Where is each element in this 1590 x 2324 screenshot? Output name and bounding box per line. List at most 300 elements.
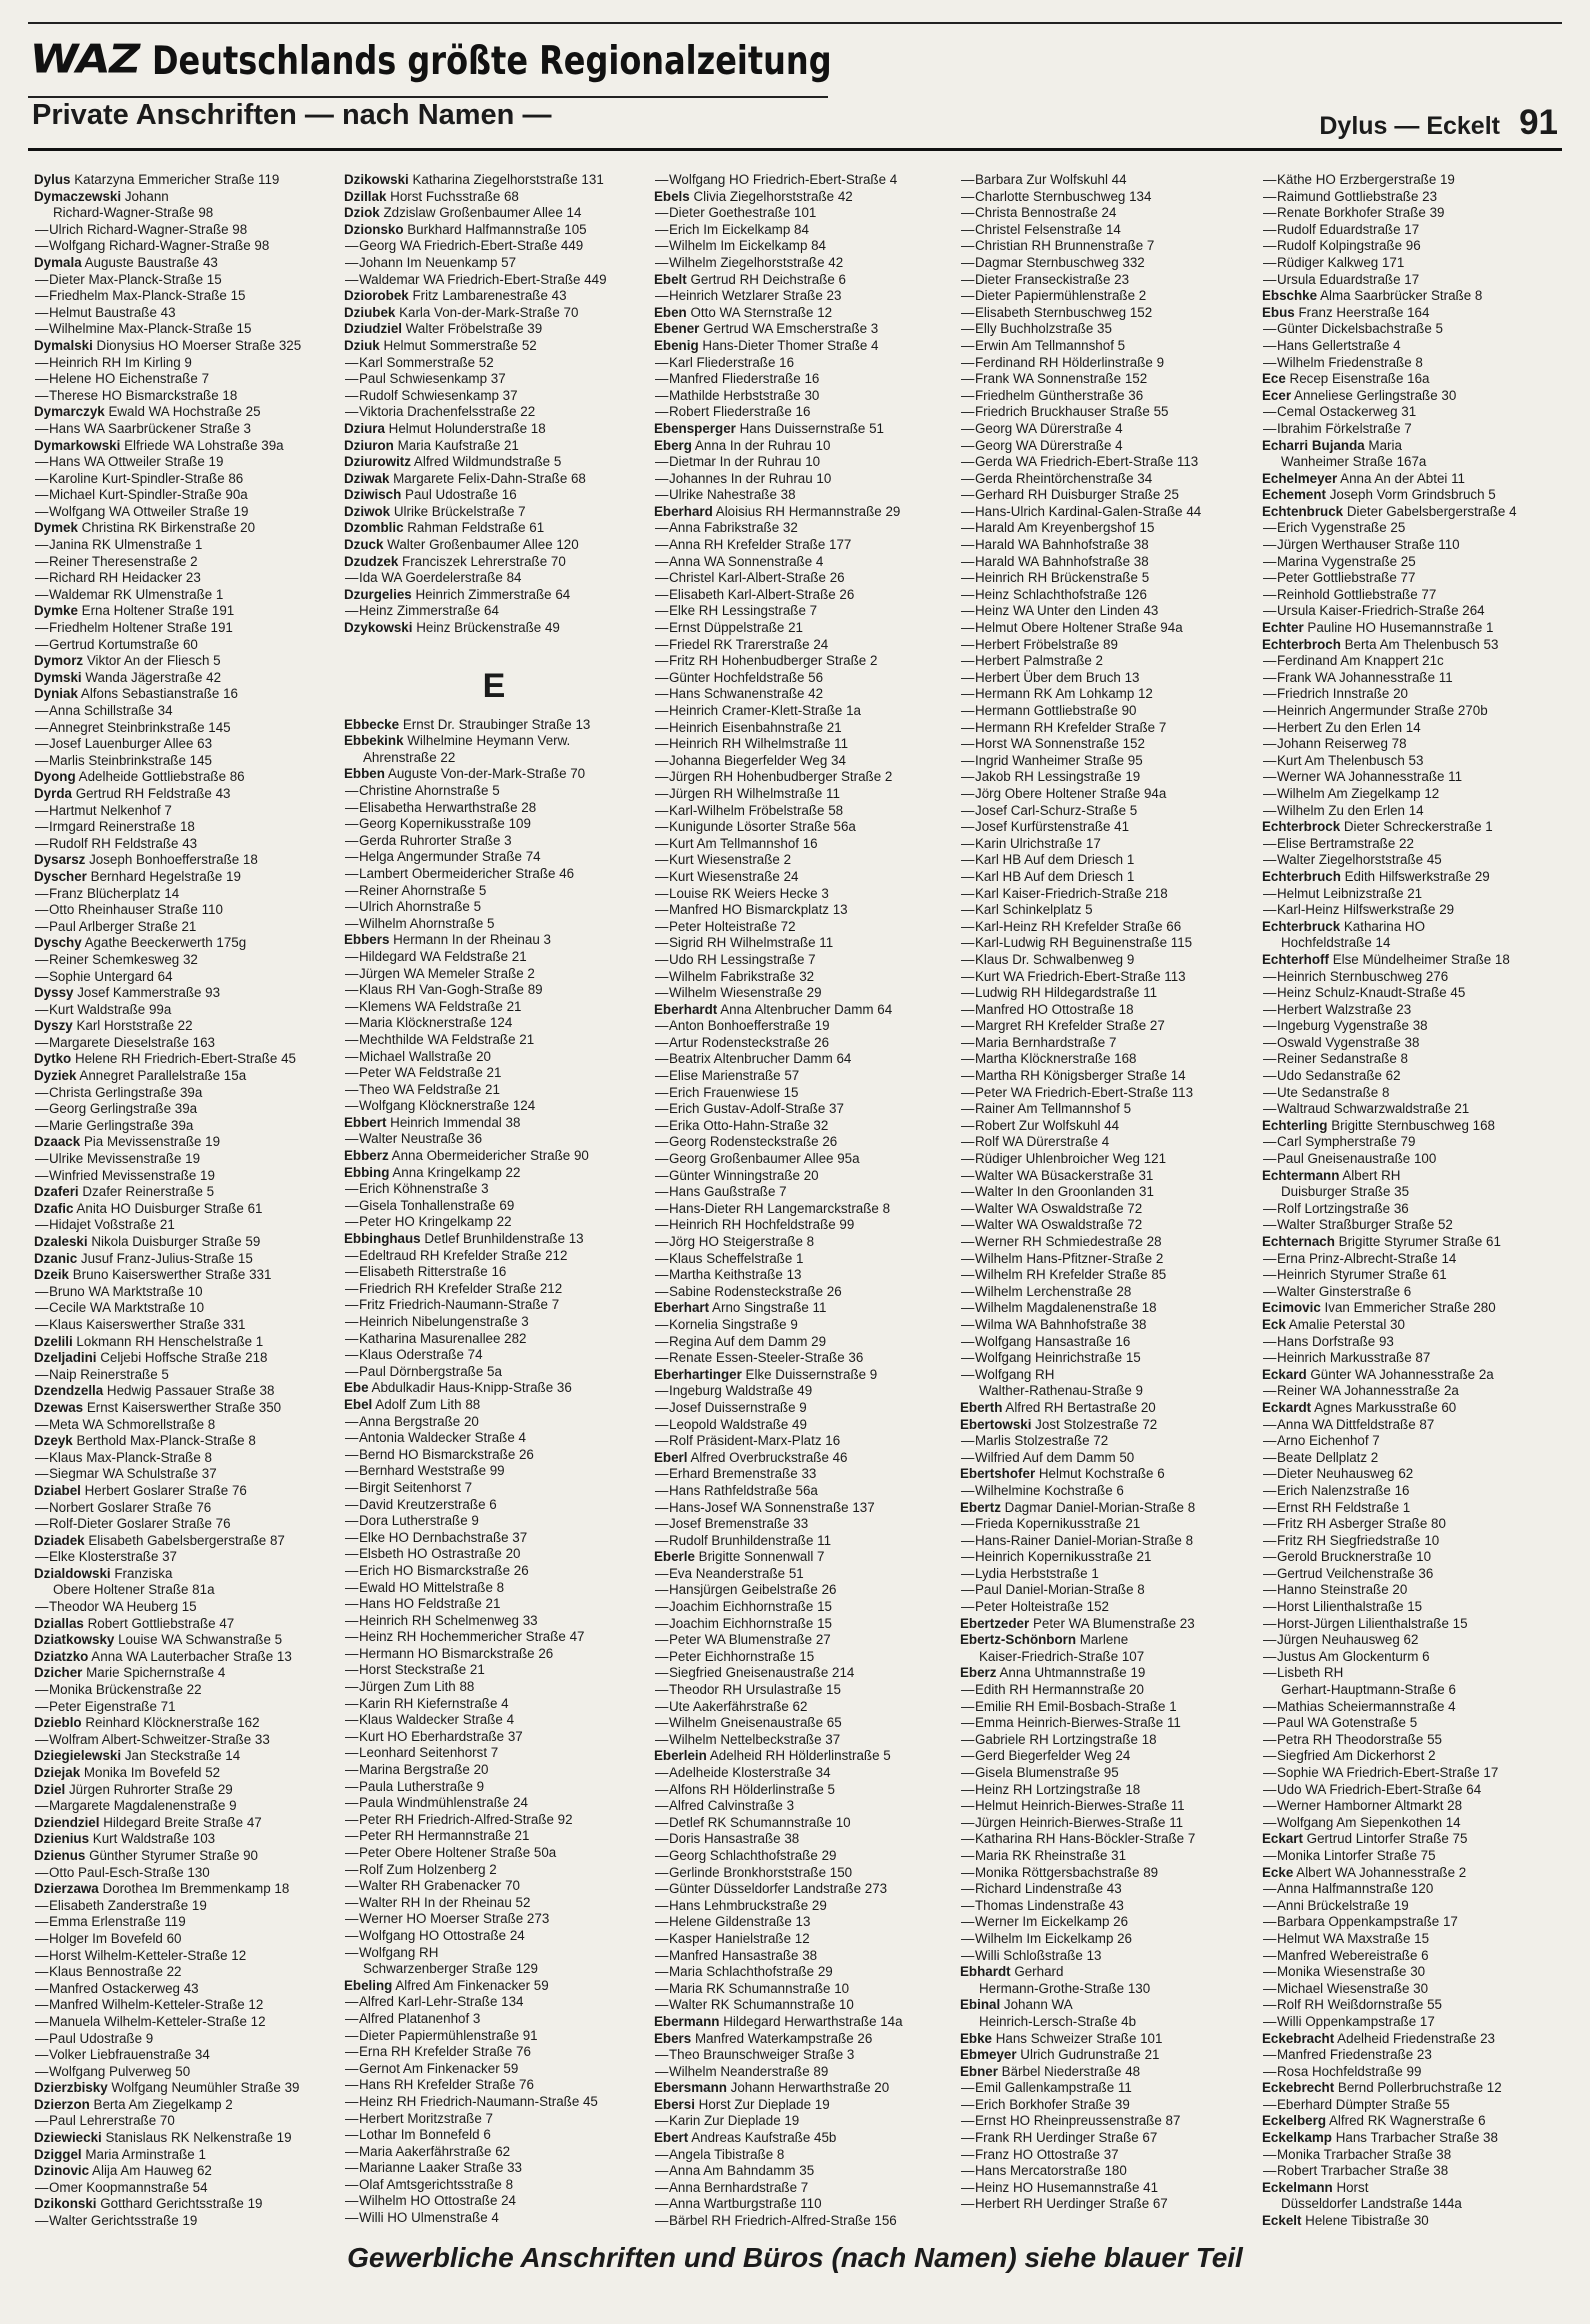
entry-text: Franz HO Ottostraße 37 (975, 2146, 1119, 2162)
top-rule (28, 22, 1562, 24)
dash-marker: — (1263, 669, 1277, 685)
dash-marker: — (655, 553, 669, 569)
entry-text: Lisbeth RH (1277, 1665, 1344, 1681)
entry-text: Horst (1332, 2179, 1369, 2195)
entry-text: Amalie Peterstal 30 (1285, 1316, 1405, 1332)
entry-text: Paul WA Gotenstraße 5 (1277, 1715, 1418, 1731)
entry-text: Ursula Kaiser-Friedrich-Straße 264 (1277, 603, 1485, 619)
listing-entry (654, 1201, 954, 1218)
dash-marker: — (655, 586, 669, 602)
entry-text: Peter Eigenstraße 71 (49, 1698, 176, 1714)
dash-marker: — (1263, 653, 1277, 669)
entry-text: Karl-Ludwig RH Beguinenstraße 115 (975, 935, 1193, 951)
dash-marker: — (961, 304, 975, 320)
dash-marker: — (961, 1516, 975, 1532)
listing-entry (654, 1002, 954, 1019)
entry-text: Gerhard (1010, 1964, 1064, 1980)
dash-marker: — (35, 736, 49, 752)
entry-text: Monika Im Bovefeld 52 (80, 1765, 221, 1780)
dash-marker: — (35, 1980, 49, 1996)
dash-marker: — (1263, 1565, 1277, 1581)
entry-text: Werner WA Johannesstraße 11 (1277, 769, 1463, 785)
dash-marker: — (345, 254, 359, 270)
entry-text: Wolfgang Heinrichstraße 15 (975, 1350, 1141, 1366)
entry-text: Ulrich Richard-Wagner-Straße 98 (49, 221, 248, 237)
entry-text: Hans-Ulrich Kardinal-Galen-Straße 44 (975, 503, 1202, 519)
listing-entry (34, 653, 334, 670)
entry-text: Peter WA Blumenstraße 23 (1029, 1615, 1195, 1631)
listing-entry (34, 1815, 334, 1832)
family-name: Eckardt (1262, 1399, 1312, 1415)
dash-marker: — (35, 1001, 49, 1017)
listing-entry (654, 288, 954, 305)
dash-marker: — (655, 686, 669, 702)
entry-text: Walter Gerichtsstraße 19 (49, 2213, 198, 2229)
listing-entry (960, 1234, 1260, 1251)
dash-marker: — (35, 1731, 49, 1747)
dash-marker: — (1263, 1582, 1277, 1598)
listing-entry (960, 1251, 1260, 1268)
family-name: Dymarczyk (34, 404, 105, 420)
entry-text: Regina Auf dem Damm 29 (669, 1333, 827, 1349)
listing-entry (960, 803, 1260, 820)
listing-entry (34, 753, 334, 770)
dash-marker: — (655, 902, 669, 918)
entry-text: Klaus Waldecker Straße 4 (359, 1712, 515, 1728)
listing-entry (1262, 321, 1562, 338)
listing-entry (960, 2047, 1260, 2064)
listing-entry (654, 1881, 954, 1898)
entry-text: Rolf Zum Holzenberg 2 (359, 1861, 497, 1877)
listing-entry (654, 438, 954, 455)
family-name: Dyziek (34, 1068, 77, 1084)
listing-entry (34, 1035, 334, 1052)
entry-text: Pia Mevissenstraße 19 (80, 1134, 221, 1150)
dash-marker: — (655, 1234, 669, 1249)
listing-entry (344, 1596, 644, 1613)
listing-entry (654, 2147, 954, 2164)
listing-entry (34, 1748, 334, 1765)
family-name: Dzaleski (34, 1234, 88, 1249)
listing-entry (1262, 1798, 1562, 1815)
listing-entry (960, 1931, 1260, 1948)
listing-entry (1262, 1284, 1562, 1301)
listing-entry (1262, 1018, 1562, 1035)
entry-text: Frank WA Sonnenstraße 152 (975, 371, 1148, 387)
dash-marker: — (655, 1930, 669, 1946)
dash-marker: — (35, 620, 49, 636)
entry-text: Wolfgang Neumühler Straße 39 (107, 2080, 300, 2096)
entry-text: Walter Ginsterstraße 6 (1277, 1283, 1412, 1299)
listing-entry (960, 520, 1260, 537)
listing-entry (344, 1911, 644, 1928)
listing-entry (34, 255, 334, 272)
family-name: Ebbers (344, 932, 390, 948)
listing-entry (960, 1184, 1260, 1201)
dash-marker: — (655, 1997, 669, 2013)
dash-marker: — (345, 1031, 359, 1047)
listing-entry (1262, 1466, 1562, 1483)
dash-marker: — (345, 1695, 359, 1711)
entry-text: Peter WA Feldstraße 21 (359, 1065, 502, 1081)
listing-entry (1262, 1367, 1562, 1384)
family-name: Ebbinghaus (344, 1231, 421, 1247)
entry-text: Wilhelm Hans-Pfitzner-Straße 2 (975, 1250, 1164, 1266)
listing-entry (960, 985, 1260, 1002)
listing-entry (1262, 1417, 1562, 1434)
listing-entry (960, 1466, 1260, 1483)
listing-entry (344, 1828, 644, 1845)
listing-entry (654, 1251, 954, 1268)
family-name: Ebhardt (960, 1964, 1011, 1980)
listing-entry (654, 471, 954, 488)
listing-entry (654, 803, 954, 820)
listing-entry (34, 1101, 334, 1118)
listing-entry (34, 919, 334, 936)
listing-entry (1262, 1317, 1562, 1334)
dash-marker: — (961, 1881, 975, 1897)
entry-text: Gerda Rheintörchenstraße 34 (975, 470, 1153, 486)
entry-text: Elisabeth Gabelsbergerstraße 87 (84, 1532, 285, 1548)
family-name: Dzudzek (344, 553, 399, 569)
dash-marker: — (35, 1964, 49, 1980)
listing-entry (344, 471, 644, 488)
dash-marker: — (345, 1662, 359, 1678)
entry-text: Hans Mercatorstraße 180 (975, 2163, 1127, 2179)
family-name: Dzomblic (344, 520, 404, 536)
listing-entry (654, 1964, 954, 1981)
listing-entry (654, 1782, 954, 1799)
entry-text: Heinz RH Friedrich-Naumann-Straße 45 (359, 2093, 598, 2109)
dash-marker: — (961, 1582, 975, 1598)
dash-marker: — (35, 636, 49, 652)
entry-text: Wilhelmine Kochstraße 6 (975, 1482, 1124, 1498)
entry-text: Kurt Wiesenstraße 24 (669, 868, 799, 884)
entry-text: Robert Gottliebstraße 47 (83, 1615, 235, 1631)
dash-marker: — (655, 703, 669, 718)
listing-entry (344, 620, 644, 637)
dash-marker: — (1263, 1964, 1277, 1980)
entry-text: Sophie WA Friedrich-Ebert-Straße 17 (1277, 1765, 1499, 1780)
listing-entry (960, 670, 1260, 687)
entry-text: Anni Brückelstraße 19 (1277, 1897, 1409, 1913)
listing-entry (654, 554, 954, 571)
entry-text: Anna Halfmannstraße 120 (1277, 1881, 1434, 1897)
listing-column-3 (654, 172, 954, 2229)
dash-marker: — (1263, 1449, 1277, 1465)
entry-text: Wilfried Auf dem Damm 50 (975, 1449, 1135, 1465)
entry-text: Rüdiger Uhlenbroicher Weg 121 (975, 1151, 1167, 1167)
listing-entry (960, 1516, 1260, 1533)
entry-text: Wilhelm Ziegelhorststraße 42 (669, 254, 844, 270)
listing-entry (960, 454, 1260, 471)
dash-marker: — (961, 1798, 975, 1814)
dash-marker: — (1263, 885, 1277, 901)
entry-text: Wolfgang Richard-Wagner-Straße 98 (49, 238, 270, 254)
entry-text: Siegfried Am Dickerhorst 2 (1277, 1748, 1436, 1764)
entry-text: Herbert Walzstraße 23 (1277, 1001, 1412, 1017)
listing-entry (344, 1281, 644, 1298)
dash-marker: — (1263, 1433, 1277, 1449)
listing-entry (344, 1397, 644, 1414)
entry-text: Fritz RH Asberger Straße 80 (1277, 1516, 1446, 1532)
listing-entry (1262, 222, 1562, 239)
entry-text: Ahrenstraße 22 (363, 749, 456, 765)
listing-entry (34, 935, 334, 952)
dash-marker: — (345, 1712, 359, 1728)
entry-text: Naip Reinerstraße 5 (49, 1366, 169, 1382)
dash-marker: — (961, 2113, 975, 2129)
family-name: Ebenig (654, 337, 699, 353)
dash-marker: — (345, 1197, 359, 1213)
dash-marker: — (961, 752, 975, 768)
dash-marker: — (345, 404, 359, 420)
listing-entry (960, 1914, 1260, 1931)
listing-entry (1262, 603, 1562, 620)
entry-text: Georg WA Friedrich-Ebert-Straße 449 (359, 238, 584, 254)
family-name: Dzierzawa (34, 1881, 99, 1897)
dash-marker: — (655, 1283, 669, 1299)
entry-text: Monika Wiesenstraße 30 (1277, 1964, 1426, 1980)
entry-text: Friedrich Innstraße 20 (1277, 686, 1408, 702)
entry-text: Marlis Steinbrinkstraße 145 (49, 752, 212, 768)
listing-entry (654, 1118, 954, 1135)
dash-marker: — (961, 1283, 975, 1299)
listing-entry (654, 603, 954, 620)
entry-text: Erich HO Bismarckstraße 26 (359, 1562, 529, 1578)
listing-entry (34, 1715, 334, 1732)
listing-entry (1262, 952, 1562, 969)
entry-text: Gertrud RH Feldstraße 43 (71, 785, 231, 801)
dash-marker: — (961, 2146, 975, 2162)
listing-entry (34, 1914, 334, 1931)
entry-text: Ulrike Nahestraße 38 (669, 487, 796, 503)
entry-text: Willi Oppenkampstraße 17 (1277, 2013, 1435, 2029)
entry-text: Bernhard Hegelstraße 19 (86, 868, 241, 884)
dash-marker: — (1263, 1333, 1277, 1349)
listing-entry (34, 1964, 334, 1981)
entry-text: Marianne Laaker Straße 33 (359, 2160, 523, 2176)
dash-marker: — (655, 885, 669, 901)
entry-text: Berta Am Ziegelkamp 2 (89, 2096, 233, 2112)
entry-text: Manfred Wilhelm-Ketteler-Straße 12 (49, 1997, 264, 2013)
dash-marker: — (961, 221, 975, 237)
dash-marker: — (35, 1300, 49, 1316)
entry-text: Alfred Karl-Lehr-Straße 134 (359, 1994, 524, 2010)
dash-marker: — (35, 537, 49, 553)
family-name: Ecke (1262, 1864, 1294, 1880)
dash-marker: — (1263, 1765, 1277, 1780)
dash-marker: — (655, 1499, 669, 1515)
entry-text: Jürgen Werthauser Straße 110 (1277, 537, 1460, 553)
entry-text: Nikola Duisburger Straße 59 (87, 1234, 261, 1249)
entry-text: Georg Schlachthofstraße 29 (669, 1847, 837, 1863)
family-name: Dymaczewski (34, 188, 122, 204)
entry-text: Walter In den Groonlanden 31 (975, 1184, 1154, 1200)
entry-text: Heinz Zimmerstraße 64 (359, 603, 499, 619)
listing-entry (344, 1314, 644, 1331)
listing-entry (1262, 1599, 1562, 1616)
listing-entry (1262, 1566, 1562, 1583)
dash-marker: — (1263, 1897, 1277, 1913)
dash-marker: — (35, 1316, 49, 1332)
listing-entry (34, 388, 334, 405)
listing-entry (1262, 1035, 1562, 1052)
entry-text: Josef Carl-Schurz-Straße 5 (975, 802, 1138, 818)
listing-entry (960, 720, 1260, 737)
entry-text: Walter RK Schumannstraße 10 (669, 1997, 854, 2013)
dash-marker: — (1263, 2013, 1277, 2029)
listing-entry (1262, 1931, 1562, 1948)
entry-text: Manfred Fliederstraße 16 (669, 371, 820, 387)
listing-entry (344, 1198, 644, 1215)
dash-marker: — (961, 785, 975, 801)
listing-entry (344, 2094, 644, 2111)
entry-text: Dieter Max-Planck-Straße 15 (49, 271, 222, 287)
listing-entry (654, 421, 954, 438)
dash-marker: — (345, 1994, 359, 2010)
entry-text: Martha Klöcknerstraße 168 (975, 1051, 1137, 1067)
listing-entry (344, 2044, 644, 2061)
entry-text: Rainer Am Tellmannshof 5 (975, 1101, 1132, 1117)
header-rule (28, 148, 1562, 151)
listing-entry (654, 1632, 954, 1649)
dash-marker: — (35, 1416, 49, 1432)
dash-marker: — (1263, 719, 1277, 735)
dash-marker: — (1263, 736, 1277, 752)
listing-entry (960, 1317, 1260, 1334)
entry-text: Bärbel Niederstraße 48 (997, 2063, 1141, 2079)
dash-marker: — (655, 1532, 669, 1548)
entry-text: Helmut WA Maxstraße 15 (1277, 1930, 1430, 1946)
entry-text: Peter HO Kringelkamp 22 (359, 1214, 512, 1230)
listing-entry (34, 703, 334, 720)
dash-marker: — (345, 2110, 359, 2126)
listing-entry (344, 2210, 644, 2227)
dash-marker: — (345, 1911, 359, 1927)
entry-text: Heinrich Kopernikusstraße 21 (975, 1549, 1152, 1565)
entry-text: Jusuf Franz-Julius-Straße 15 (77, 1250, 253, 1266)
entry-text: Kurt Waldstraße 103 (89, 1831, 216, 1847)
entry-text: Wolfgang Hansastraße 16 (975, 1333, 1131, 1349)
entry-text: Michael Wallstraße 20 (359, 1048, 491, 1064)
entry-text: Hans Rathfeldstraße 56a (669, 1482, 818, 1498)
dash-marker: — (1263, 221, 1277, 237)
entry-text: Waltraud Schwarzwaldstraße 21 (1277, 1101, 1470, 1117)
dash-marker: — (345, 849, 359, 865)
entry-text: Annegret Parallelstraße 15a (76, 1068, 247, 1084)
listing-entry (1262, 1765, 1562, 1782)
entry-text: Maria RK Schumannstraße 10 (669, 1980, 850, 1996)
entry-text: Anna An der Abtei 11 (1337, 470, 1465, 486)
dash-marker: — (35, 420, 49, 436)
listing-entry (344, 520, 644, 537)
dash-marker: — (655, 404, 669, 420)
entry-text: Elisabeth Ritterstraße 16 (359, 1264, 507, 1280)
entry-text: Anna Obermeidericher Straße 90 (388, 1148, 589, 1164)
dash-marker: — (961, 719, 975, 735)
listing-entry (960, 1848, 1260, 1865)
entry-text: Lydia Herbststraße 1 (975, 1565, 1099, 1581)
listing-entry (1262, 753, 1562, 770)
dash-marker: — (655, 2179, 669, 2195)
dash-marker: — (345, 1430, 359, 1446)
listing-entry (344, 717, 644, 734)
entry-text: Ulrich Gudrunstraße 21 (1016, 2047, 1160, 2063)
listing-entry (1262, 2163, 1562, 2180)
listing-entry (960, 836, 1260, 853)
listing-entry (654, 1217, 954, 1234)
dash-marker: — (35, 1117, 49, 1133)
dash-marker: — (961, 321, 975, 337)
listing-entry (654, 670, 954, 687)
listing-entry (654, 504, 954, 521)
listing-entry (654, 2163, 954, 2180)
dash-marker: — (655, 752, 669, 768)
family-name: Echterbroch (1262, 636, 1341, 652)
entry-text: Emil Gallenkampstraße 11 (975, 2080, 1132, 2096)
entry-text: Ulrike Mevissenstraße 19 (49, 1151, 201, 1167)
listing-entry (34, 1997, 334, 2014)
entry-text: Joachim Eichhornstraße 15 (669, 1599, 832, 1615)
entry-text: Wilhelm Ahornstraße 5 (359, 915, 495, 931)
entry-text: Dzafer Reinerstraße 5 (78, 1184, 215, 1200)
family-name: Dzierzon (34, 2096, 90, 2112)
entry-text: Maria Bernhardstraße 7 (975, 1034, 1117, 1050)
dash-marker: — (1263, 1200, 1277, 1216)
listing-entry (344, 1928, 644, 1945)
dash-marker: — (655, 769, 669, 785)
listing-entry (654, 1798, 954, 1815)
dash-marker: — (345, 238, 359, 254)
dash-marker: — (1263, 1018, 1277, 1034)
listing-entry (344, 1480, 644, 1497)
entry-text: Franz Heerstraße 164 (1294, 304, 1430, 320)
listing-entry (654, 952, 954, 969)
listing-entry (34, 1350, 334, 1367)
listing-entry (1262, 1400, 1562, 1417)
dash-marker: — (961, 420, 975, 436)
dash-marker: — (961, 172, 975, 187)
entry-text: Louise WA Schwanstraße 5 (114, 1632, 283, 1648)
dash-marker: — (655, 620, 669, 636)
listing-entry (960, 1002, 1260, 1019)
listing-entry (34, 1798, 334, 1815)
listing-entry (1262, 255, 1562, 272)
entry-text: Marlene (1076, 1632, 1129, 1648)
entry-text: Agathe Beeckerwerth 175g (81, 935, 247, 951)
listing-entry (1262, 2014, 1562, 2031)
dash-marker: — (345, 1081, 359, 1097)
family-name: Dyrda (34, 785, 72, 801)
entry-text: Rudolf Kolpingstraße 96 (1277, 238, 1421, 254)
dash-marker: — (35, 1151, 49, 1167)
listing-entry (34, 2064, 334, 2081)
dash-marker: — (655, 1316, 669, 1332)
entry-text: Petra RH Theodorstraße 55 (1277, 1731, 1442, 1747)
dash-marker: — (1263, 902, 1277, 918)
dash-marker: — (961, 1151, 975, 1167)
listing-entry (654, 969, 954, 986)
entry-text: Hedwig Passauer Straße 38 (103, 1383, 275, 1399)
entry-text: Bruno Kaiserswerther Straße 331 (68, 1267, 272, 1283)
entry-text: Omer Koopmannstraße 54 (49, 2179, 208, 2195)
dash-marker: — (1263, 1466, 1277, 1482)
dash-marker: — (35, 1682, 49, 1698)
entry-text: Friedhelm Güntherstraße 36 (975, 387, 1144, 403)
dash-marker: — (655, 1947, 669, 1963)
family-name: Dziok (344, 205, 380, 221)
